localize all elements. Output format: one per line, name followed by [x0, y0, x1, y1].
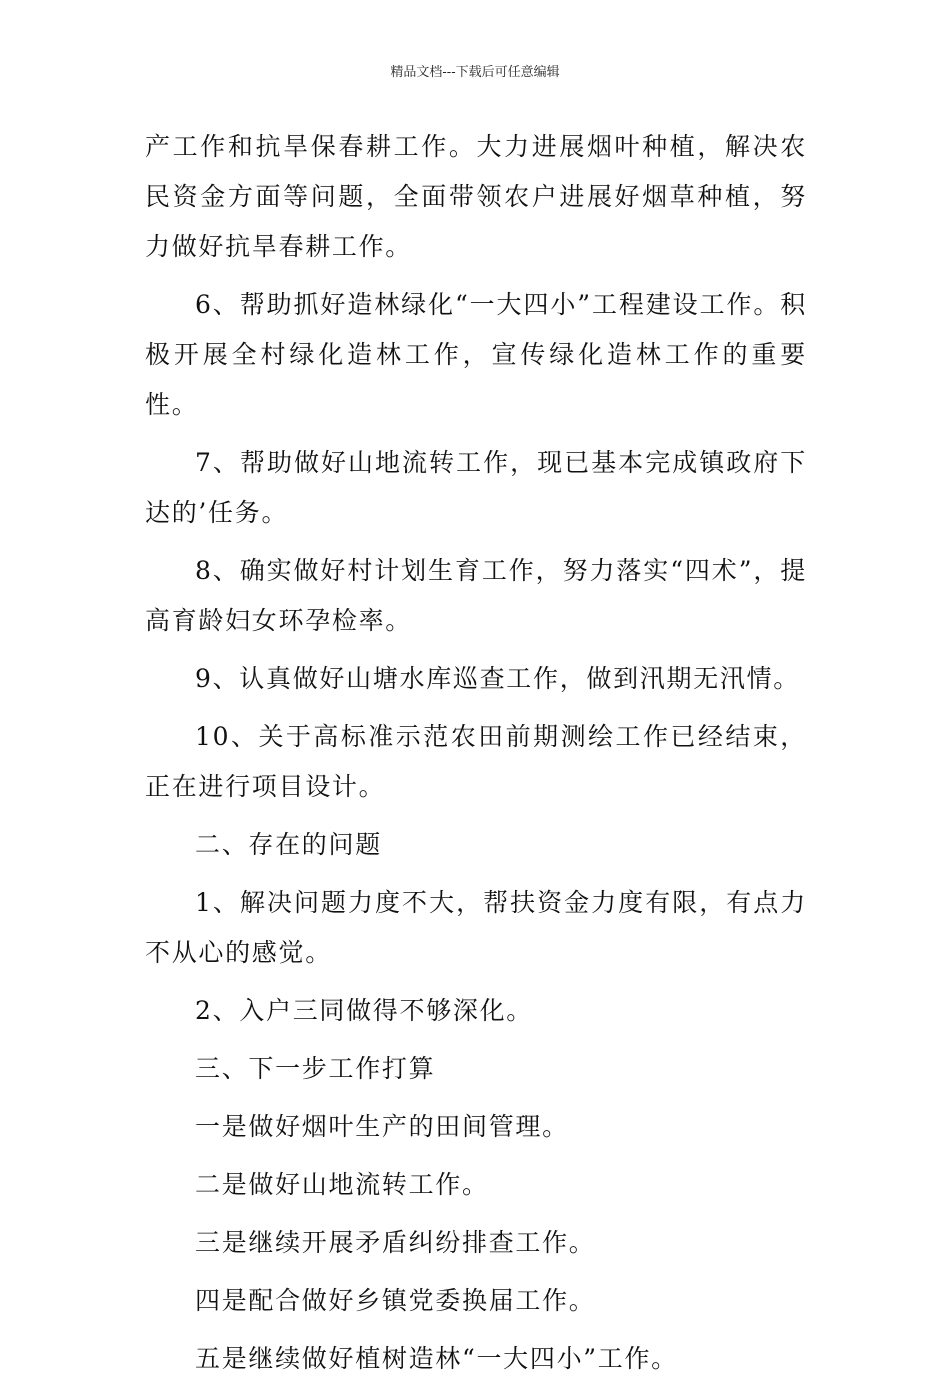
paragraph-continuation: 产工作和抗旱保春耕工作。大力进展烟叶种植，解决农民资金方面等问题，全面带领农户进展好烟草种植，努力做好抗旱春耕工作。 [145, 132, 807, 261]
paragraph-item-7: 7、帮助做好山地流转工作，现已基本完成镇政府下达的’任务。 [145, 448, 807, 527]
paragraph-item-10: 10、关于高标准示范农田前期测绘工作已经结束，正在进行项目设计。 [145, 722, 807, 801]
paragraph-plan-4: 四是配合做好乡镇党委换届工作。 [195, 1286, 596, 1315]
paragraph-item-6: 6、帮助抓好造林绿化“一大四小”工程建设工作。积极开展全村绿化造林工作，宣传绿化造林工作的重要性。 [145, 290, 807, 419]
page-header: 精品文档---下载后可任意编辑 [390, 65, 560, 80]
paragraph-item-9: 9、认真做好山塘水库巡查工作，做到汛期无汛情。 [195, 664, 801, 693]
paragraph-problem-2: 2、入户三同做得不够深化。 [195, 996, 534, 1025]
paragraph-plan-2: 二是做好山地流转工作。 [195, 1170, 489, 1199]
section-heading-next-steps: 三、下一步工作打算 [195, 1054, 436, 1083]
paragraph-plan-1: 一是做好烟叶生产的田间管理。 [195, 1112, 569, 1141]
paragraph-problem-1: 1、解决问题力度不大，帮扶资金力度有限，有点力不从心的感觉。 [145, 888, 807, 967]
paragraph-item-8: 8、确实做好村计划生育工作，努力落实“四术”，提高育龄妇女环孕检率。 [145, 556, 807, 635]
paragraph-plan-3: 三是继续开展矛盾纠纷排查工作。 [195, 1228, 596, 1257]
section-heading-problems: 二、存在的问题 [195, 830, 382, 859]
document-body [145, 122, 807, 1392]
paragraph-plan-5: 五是继续做好植树造林“一大四小”工作。 [195, 1344, 678, 1373]
